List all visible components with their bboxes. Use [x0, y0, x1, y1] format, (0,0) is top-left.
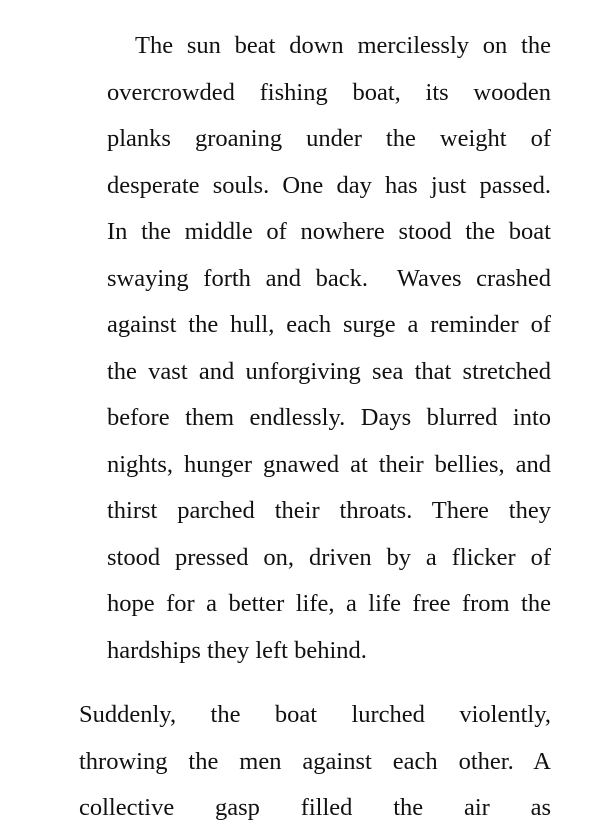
paragraph-1-line-5: In the middle of nowhere stood the boat	[107, 218, 551, 245]
paragraph-1-line-3: planks groaning under the weight of	[107, 125, 551, 152]
paragraph-1-line-7: against the hull, each surge a reminder of	[107, 311, 551, 338]
paragraph-1-line-6: swaying forth and back. Waves crashed	[107, 264, 551, 292]
paragraph-1-line-11: thirst parched their throats. There they	[107, 497, 551, 524]
paragraph-1-line-13: hope for a better life, a life free from the	[107, 590, 551, 617]
paragraph-2-line-1: Suddenly, the boat lurched violently,	[79, 701, 551, 728]
paragraph-1-line-10: nights, hunger gnawed at their bellies, and	[107, 450, 551, 478]
paragraph-1-line-2: overcrowded fishing boat, its wooden	[107, 78, 551, 106]
paragraph-2	[79, 692, 551, 832]
paragraph-2-line-2: throwing the men against each other. A	[79, 747, 551, 775]
paragraph-1-line-8: the vast and unforgiving sea that stretched	[107, 357, 551, 385]
paragraph-1-line-4: desperate souls. One day has just passed.	[107, 171, 551, 199]
paragraph-1-line-9: before them endlessly. Days blurred into	[107, 404, 551, 431]
paragraph-1	[79, 23, 551, 674]
paragraph-1-line-14: hardships they left behind.	[107, 636, 367, 664]
document-page	[79, 23, 551, 832]
paragraph-1-line-12: stood pressed on, driven by a flicker of	[107, 543, 551, 571]
paragraph-2-line-3: collective gasp filled the air as	[79, 794, 551, 821]
paragraph-1-line-1: The sun beat down mercilessly on the	[135, 32, 551, 59]
